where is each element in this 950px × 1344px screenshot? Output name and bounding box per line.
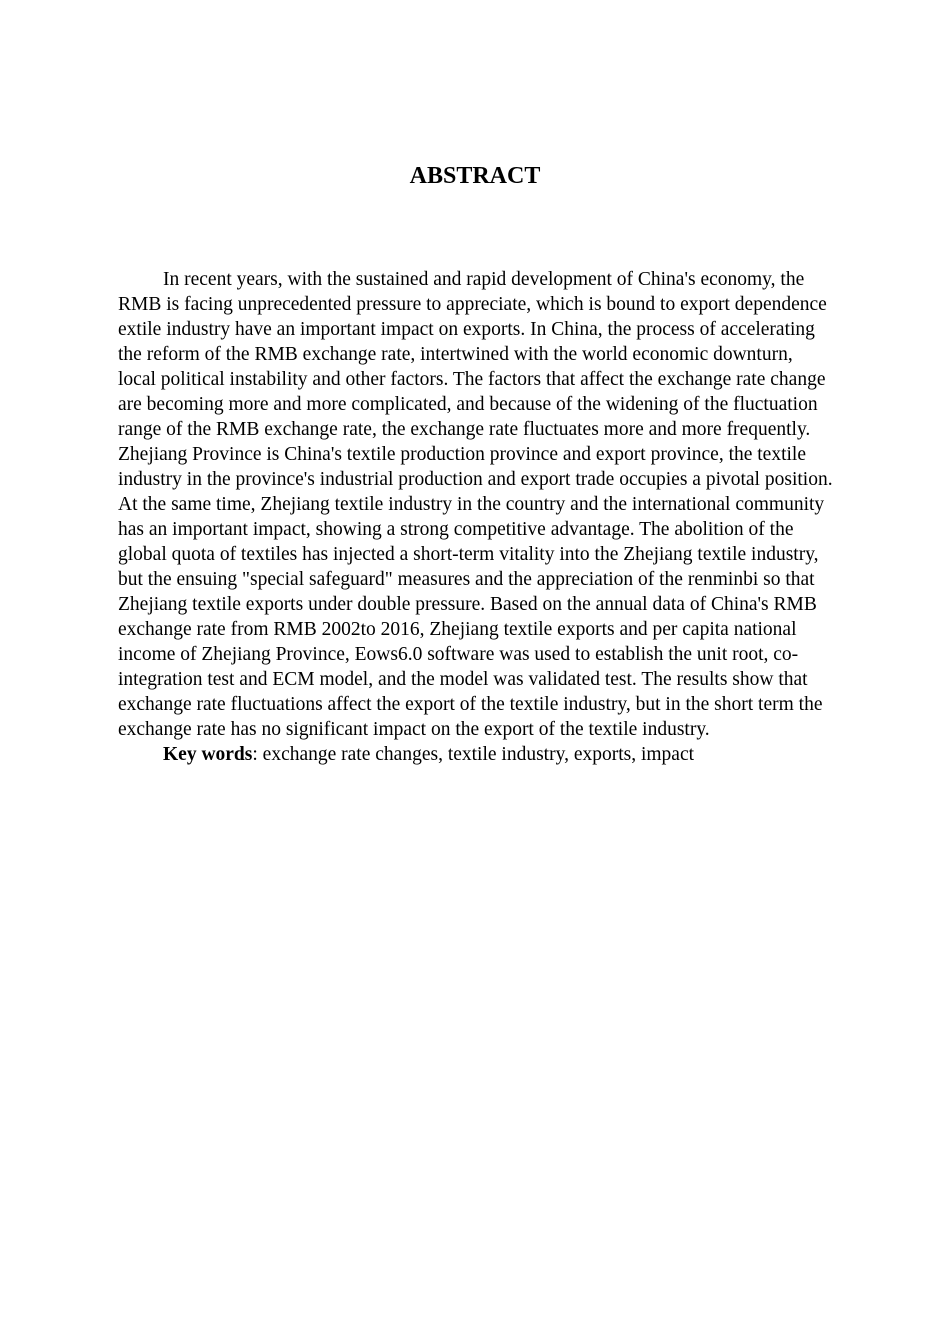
keywords-text: : exchange rate changes, textile industry, exports, impact [252,744,695,765]
abstract-paragraph: In recent years, with the sustained and rapid development of China's economy, the RMB is facing unprecedented pressure to appreciate, which is bound to export dependence extile industry have an important impact on exports. In China, the process of accelerating the reform of the RMB exchange rate, intertwined with the world economic downturn, local political instability and other factors. The factors that affect the exchange rate change are becoming more and more complicated, and because of the widening of the fluctuation range of the RMB exchange rate, the exchange rate fluctuates more and more frequently. Zhejiang Province is China's textile production province and export province, the textile industry in the province's industrial production and export trade occupies a pivotal position. At the same time, Zhejiang textile industry in the country and the international community has an important impact, showing a strong competitive advantage. The abolition of the global quota of textiles has injected a short-term vitality into the Zhejiang textile industry, but the ensuing "special safeguard" measures and the appreciation of the renminbi so that Zhejiang textile exports under double pressure. Based on the annual data of China's RMB exchange rate from RMB 2002to 2016, Zhejiang textile exports and per capita national income of Zhejiang Province, Eows6.0 software was used to establish the unit root, co-integration test and ECM model, and the model was validated test. The results show that exchange rate fluctuations affect the export of the textile industry, but in the short term the exchange rate has no significant impact on the export of the textile industry. [118,269,833,740]
abstract-title: ABSTRACT [409,163,541,189]
keywords-label: Key words [163,744,253,765]
keywords-line [118,742,834,767]
abstract-body [118,267,834,767]
